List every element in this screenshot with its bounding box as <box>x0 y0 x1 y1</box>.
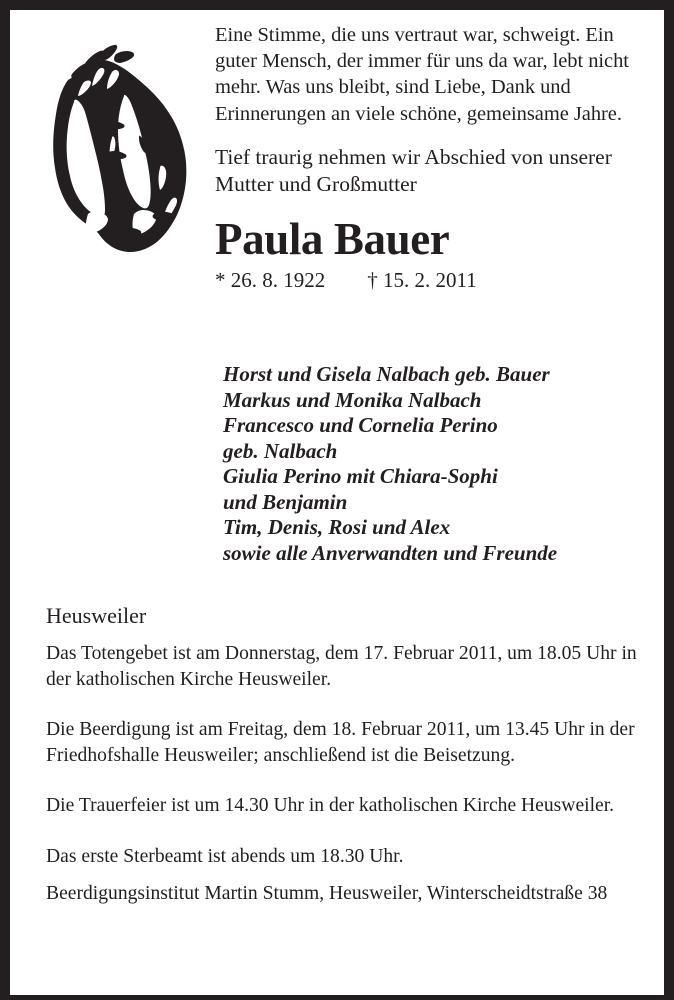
list-item: Giulia Perino mit Chiara-Sophi <box>223 464 498 488</box>
funeral-home-note: Beerdigungsinstitut Martin Stumm, Heusweiler, Winterscheidtstraße 38 <box>46 882 608 904</box>
farewell-text: Tief traurig nehmen wir Abschied von unserer Mutter und Großmutter <box>215 144 612 196</box>
list-item: geb. Nalbach <box>223 438 338 463</box>
list-item: Francesco und Cornelia Perino <box>223 413 498 437</box>
survivors-list <box>223 362 658 566</box>
burial-note: Die Beerdigung ist am Freitag, dem 18. Februar 2011, um 13.45 Uhr in der Friedhofshalle Heusweiler; anschließend ist die Beisetzung. <box>46 719 635 766</box>
memorial-verse: Eine Stimme, die uns vertraut war, schweigt. Ein guter Mensch, der immer für uns da war, lebt nicht mehr. Was uns bleibt, sind Liebe, Dank und Erinnerungen an viele schöne, gemeinsame Jahre. <box>215 24 629 125</box>
obituary-card <box>10 10 664 995</box>
list-item: Horst und Gisela Nalbach geb. Bauer <box>223 362 550 386</box>
list-item: und Benjamin <box>223 489 348 514</box>
notice-header-area <box>10 10 664 348</box>
service-details-block <box>46 602 650 906</box>
deceased-name: Paula Bauer <box>215 213 450 264</box>
list-item: Tim, Denis, Rosi und Alex <box>223 515 451 539</box>
memorial-service-note: Die Trauerfeier ist um 14.30 Uhr in der katholischen Kirche Heusweiler. <box>46 795 615 817</box>
list-item: Markus und Monika Nalbach <box>223 387 482 412</box>
prayer-service-note: Das Totengebet ist am Donnerstag, dem 17. Februar 2011, um 18.05 Uhr in der katholischen Kirche Heusweiler. <box>46 643 637 690</box>
list-item: sowie alle Anverwandten und Freunde <box>223 540 558 565</box>
place-name: Heusweiler <box>46 603 147 628</box>
first-mass-note: Das erste Sterbeamt ist abends um 18.30 Uhr. <box>46 845 404 867</box>
praying-hands-icon <box>28 18 193 256</box>
intro-text-block <box>215 22 656 293</box>
life-dates: * 26. 8. 1922 † 15. 2. 2011 <box>215 267 477 292</box>
